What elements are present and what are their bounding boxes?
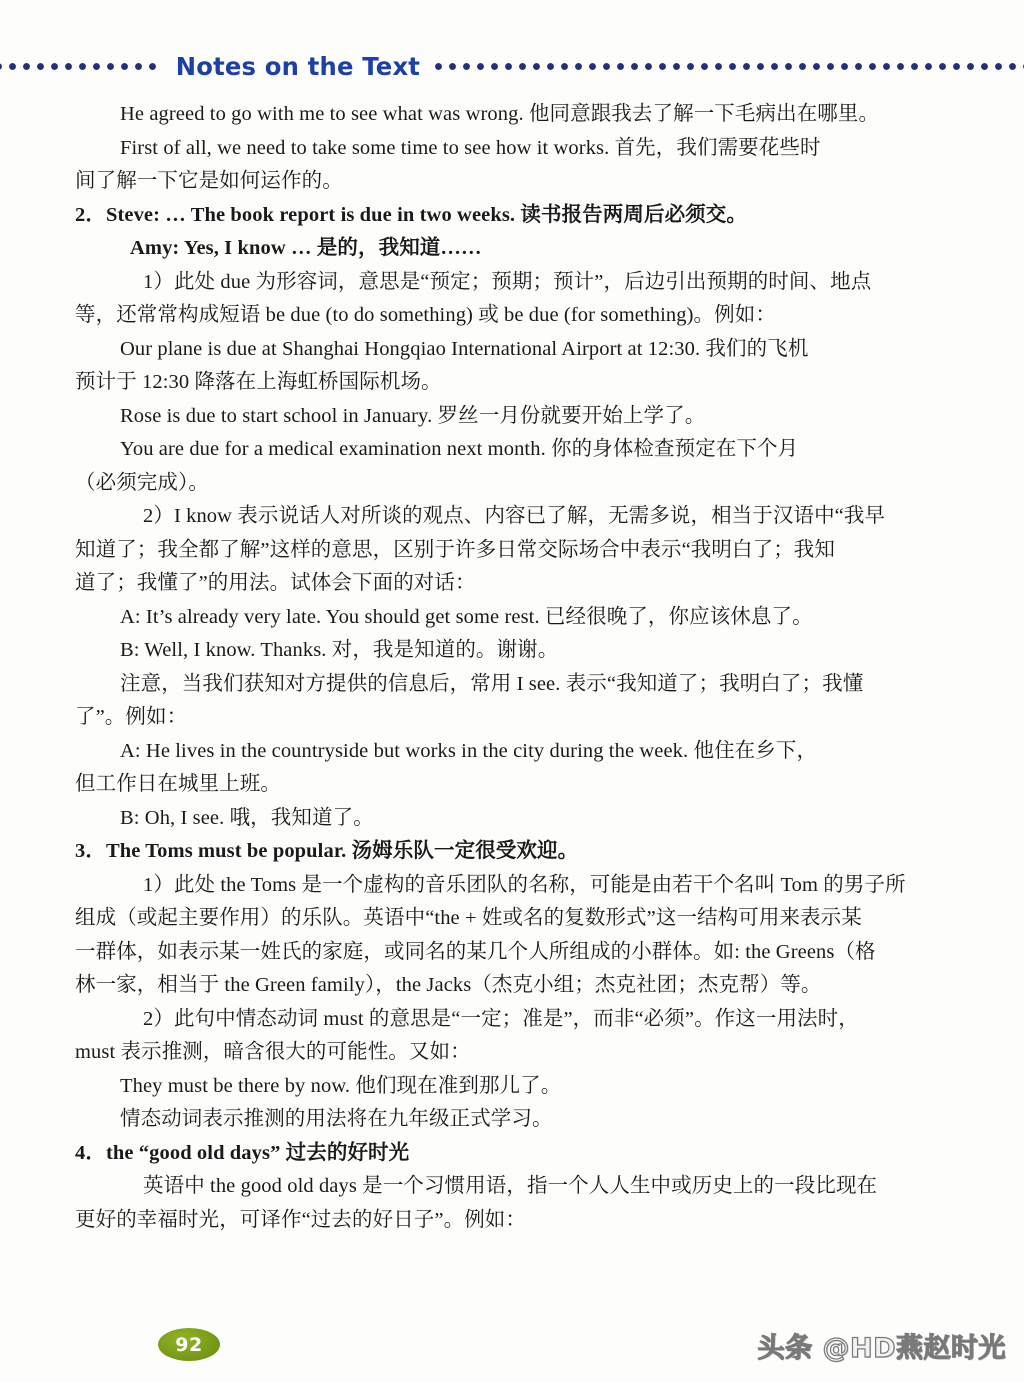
page-number-label: 92	[175, 1333, 203, 1356]
header-dots-left	[0, 48, 162, 84]
note-text-line: must 表示推测，暗含很大的可能性。又如：	[75, 1041, 471, 1063]
note-text-line: 注意，当我们获知对方提供的信息后，常用 I see. 表示“我知道了；我明白了；我懂	[120, 672, 864, 695]
note-text-line: 2）I know 表示说话人对所谈的观点、内容已了解，无需多说，相当于汉语中“我早	[143, 505, 886, 527]
note-text-line: 等，还常常构成短语 be due (to do something) 或 be due (for something)。例如：	[75, 304, 776, 326]
note-text-line: A: He lives in the countryside but works in the city during the week. 他住在乡下，	[120, 739, 818, 762]
page-number-badge	[158, 1328, 220, 1361]
note-text-line: 2）此句中情态动词 must 的意思是“一定；准是”，而非“必须”。作这一用法时，	[143, 1007, 859, 1030]
note-text-line: 知道了；我全都了解”这样的意思，区别于许多日常交际场合中表示“我明白了；我知	[75, 538, 835, 561]
note-text-line: 道了；我懂了”的用法。试体会下面的对话：	[75, 572, 476, 594]
page-body	[75, 98, 980, 1237]
note-heading-line: Amy: Yes, I know … 是的，我知道……	[130, 237, 482, 259]
note-text-line: B: Oh, I see. 哦，我知道了。	[120, 806, 374, 829]
note-heading-line: 4．the “good old days” 过去的好时光	[75, 1141, 410, 1164]
dotted-rule-icon	[0, 62, 162, 71]
note-text-line: 林一家，相当于 the Green family），the Jacks（杰克小组；杰克社团；杰克帮）等。	[75, 974, 822, 996]
dotted-rule-icon	[434, 62, 1024, 71]
note-heading-line: 2．Steve: … The book report is due in two weeks. 读书报告两周后必须交。	[75, 203, 747, 226]
note-text-line: He agreed to go with me to see what was wrong. 他同意跟我去了解一下毛病出在哪里。	[120, 103, 880, 125]
note-text-line: 情态动词表示推测的用法将在九年级正式学习。	[120, 1108, 553, 1130]
page-header	[0, 48, 1024, 84]
note-text-line: 预计于 12:30 降落在上海虹桥国际机场。	[75, 371, 442, 393]
note-text-line: 英语中 the good old days 是一个习惯用语，指一个人人生中或历史上的一段比现在	[143, 1175, 878, 1197]
note-heading-line: 3．The Toms must be popular. 汤姆乐队一定很受欢迎。	[75, 840, 579, 862]
watermark: 头条 @HD燕赵时光	[757, 1333, 1006, 1364]
note-text-line: 1）此处 due 为形容词，意思是“预定；预期；预计”，后边引出预期的时间、地点	[143, 270, 872, 293]
note-text-line: 一群体，如表示某一姓氏的家庭，或同名的某几个人所组成的小群体。如: the Greens（格	[75, 940, 876, 963]
header-dots-right	[434, 48, 1024, 84]
note-text-line: Rose is due to start school in January. 罗丝一月份就要开始上学了。	[120, 404, 706, 427]
note-text-line: 了”。例如：	[75, 706, 188, 728]
note-text-line: They must be there by now. 他们现在准到那儿了。	[120, 1074, 562, 1097]
note-text-line: You are due for a medical examination next month. 你的身体检查预定在下个月	[120, 438, 799, 460]
page-title: Notes on the Text	[175, 51, 421, 81]
note-text-line: 间了解一下它是如何运作的。	[75, 170, 343, 192]
note-text-line: 组成（或起主要作用）的乐队。英语中“the + 姓或名的复数形式”这一结构可用来表示某	[75, 907, 862, 929]
note-text-line: 但工作日在城里上班。	[75, 773, 281, 795]
note-text-line: First of all, we need to take some time to see how it works. 首先，我们需要花些时	[120, 136, 821, 159]
note-text-line: 更好的幸福时光，可译作“过去的好日子”。例如：	[75, 1208, 526, 1231]
note-text-line: 1）此处 the Toms 是一个虚构的音乐团队的名称，可能是由若干个名叫 Tom 的男子所	[143, 873, 906, 896]
note-text-line: （必须完成）。	[75, 471, 209, 494]
note-text-line: A: It’s already very late. You should get some rest. 已经很晚了，你应该休息了。	[120, 605, 813, 628]
note-text-line: Our plane is due at Shanghai Hongqiao International Airport at 12:30. 我们的飞机	[120, 337, 809, 360]
note-text-line: B: Well, I know. Thanks. 对，我是知道的。谢谢。	[120, 639, 559, 661]
